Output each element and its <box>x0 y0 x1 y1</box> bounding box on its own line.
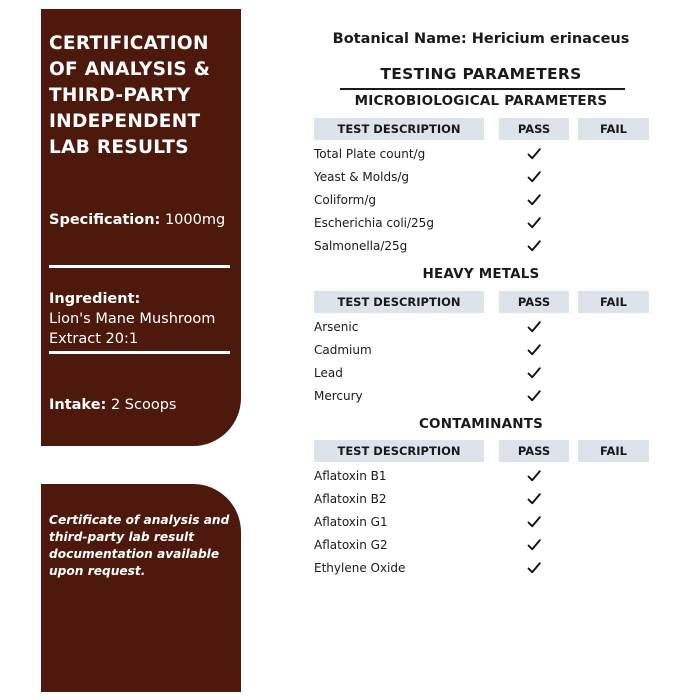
section-title: CONTAMINANTS <box>418 416 544 432</box>
test-name: Aflatoxin B1 <box>314 469 387 483</box>
check-icon <box>526 560 542 576</box>
intake <box>49 397 176 413</box>
ingredient-value: Lion's Mane Mushroom Extract 20:1 <box>49 311 216 347</box>
check-icon <box>526 365 542 381</box>
check-icon <box>526 537 542 553</box>
column-header-pass: PASS <box>499 440 569 462</box>
column-header-fail: FAIL <box>578 291 649 313</box>
info-panel <box>41 9 241 446</box>
test-name: Ethylene Oxide <box>314 561 406 575</box>
check-icon <box>526 169 542 185</box>
test-name: Coliform/g <box>314 193 377 207</box>
specification-label: Specification: <box>49 212 161 228</box>
section-title: HEAVY METALS <box>422 266 540 282</box>
intake-label: Intake: <box>49 397 107 413</box>
column-header-fail: FAIL <box>578 118 649 140</box>
column-header-desc: TEST DESCRIPTION <box>314 118 484 140</box>
ingredient-label: Ingredient: <box>49 291 141 307</box>
intake-value: 2 Scoops <box>110 397 177 413</box>
test-name: Arsenic <box>314 320 359 334</box>
check-icon <box>526 388 542 404</box>
certification-title: CERTIFICATION OF ANALYSIS & THIRD-PARTY INDEPENDENT LAB RESULTS <box>49 33 211 158</box>
check-icon <box>526 319 542 335</box>
test-name: Salmonella/25g <box>314 239 408 253</box>
divider <box>49 351 230 354</box>
botanical-name: Botanical Name: Hericium erinaceus <box>332 31 630 47</box>
test-name: Aflatoxin B2 <box>314 492 387 506</box>
test-name: Aflatoxin G2 <box>314 538 388 552</box>
test-name: Total Plate count/g <box>314 147 426 161</box>
check-icon <box>526 491 542 507</box>
test-name: Yeast & Molds/g <box>314 170 409 184</box>
note-panel <box>41 484 241 692</box>
column-header-fail: FAIL <box>578 440 649 462</box>
test-name: Lead <box>314 366 343 380</box>
section-title: MICROBIOLOGICAL PARAMETERS <box>354 93 608 109</box>
check-icon <box>526 342 542 358</box>
specification-value: 1000mg <box>164 212 226 228</box>
availability-note: Certificate of analysis and third-party lab result documentation available upon request. <box>49 513 230 578</box>
column-header-pass: PASS <box>499 291 569 313</box>
check-icon <box>526 192 542 208</box>
column-header-desc: TEST DESCRIPTION <box>314 440 484 462</box>
title-underline <box>340 88 625 90</box>
column-header-pass: PASS <box>499 118 569 140</box>
test-name: Mercury <box>314 389 363 403</box>
check-icon <box>526 514 542 530</box>
test-name: Cadmium <box>314 343 372 357</box>
test-name: Aflatoxin G1 <box>314 515 388 529</box>
divider <box>49 265 230 268</box>
specification <box>49 212 225 228</box>
test-name: Escherichia coli/25g <box>314 216 434 230</box>
check-icon <box>526 146 542 162</box>
check-icon <box>526 238 542 254</box>
column-header-desc: TEST DESCRIPTION <box>314 291 484 313</box>
check-icon <box>526 215 542 231</box>
check-icon <box>526 468 542 484</box>
ingredient <box>49 289 239 349</box>
testing-parameters-title: TESTING PARAMETERS <box>380 65 582 83</box>
